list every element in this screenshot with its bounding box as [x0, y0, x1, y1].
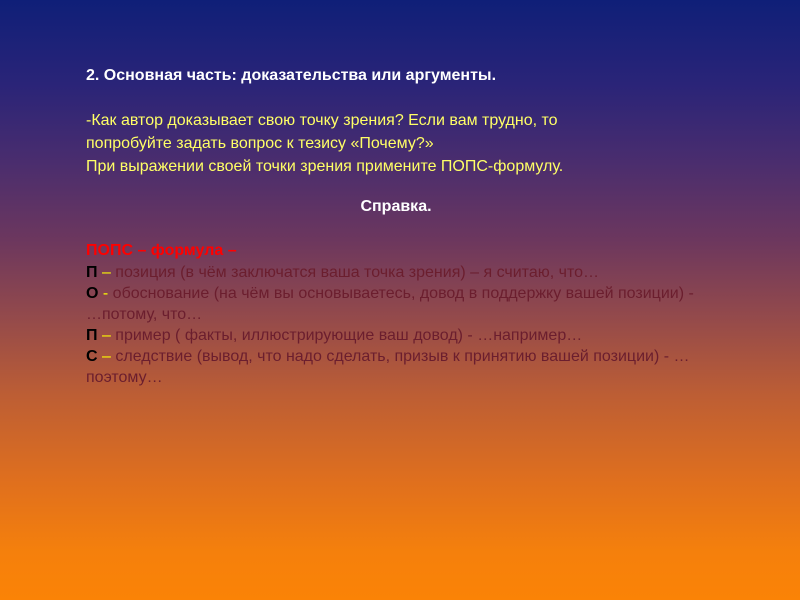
formula-item-example [86, 325, 706, 346]
formula-dash: – [97, 264, 116, 281]
formula-description: пример ( факты, иллюстрирующие ваш довод) - …например… [115, 327, 583, 344]
formula-dash: - [98, 285, 113, 302]
formula-description: позиция (в чём заключатся ваша точка зрения) – я считаю, что… [115, 264, 599, 281]
intro-line-2: попробуйте задать вопрос к тезису «Почему?» [86, 135, 434, 152]
formula-description: следствие (вывод, что надо сделать, призыв к принятию вашей позиции) - …поэтому… [86, 348, 690, 386]
intro-line-3: При выражении своей точки зрения примените ПОПС-формулу. [86, 158, 564, 175]
reference-title: Справка. [360, 198, 432, 215]
formula-letter: П [86, 264, 98, 281]
intro-line-1: -Как автор доказывает свою точку зрения? Если вам трудно, то [86, 112, 558, 129]
formula-dash: – [97, 327, 116, 344]
formula-letter: О [86, 285, 99, 302]
formula-item-justification [86, 283, 706, 325]
intro-text [86, 109, 706, 178]
formula-item-position [86, 262, 706, 283]
slide-content [86, 64, 706, 388]
formula-title: ПОПС – формула – [86, 242, 237, 259]
formula-dash: – [97, 348, 116, 365]
formula-letter: П [86, 327, 98, 344]
formula-description: обоснование (на чём вы основываетесь, довод в поддержку вашей позиции) - …потому, что… [86, 285, 694, 323]
formula-item-consequence [86, 346, 706, 388]
slide-heading: 2. Основная часть: доказательства или аргументы. [86, 67, 497, 84]
formula-letter: С [86, 348, 98, 365]
